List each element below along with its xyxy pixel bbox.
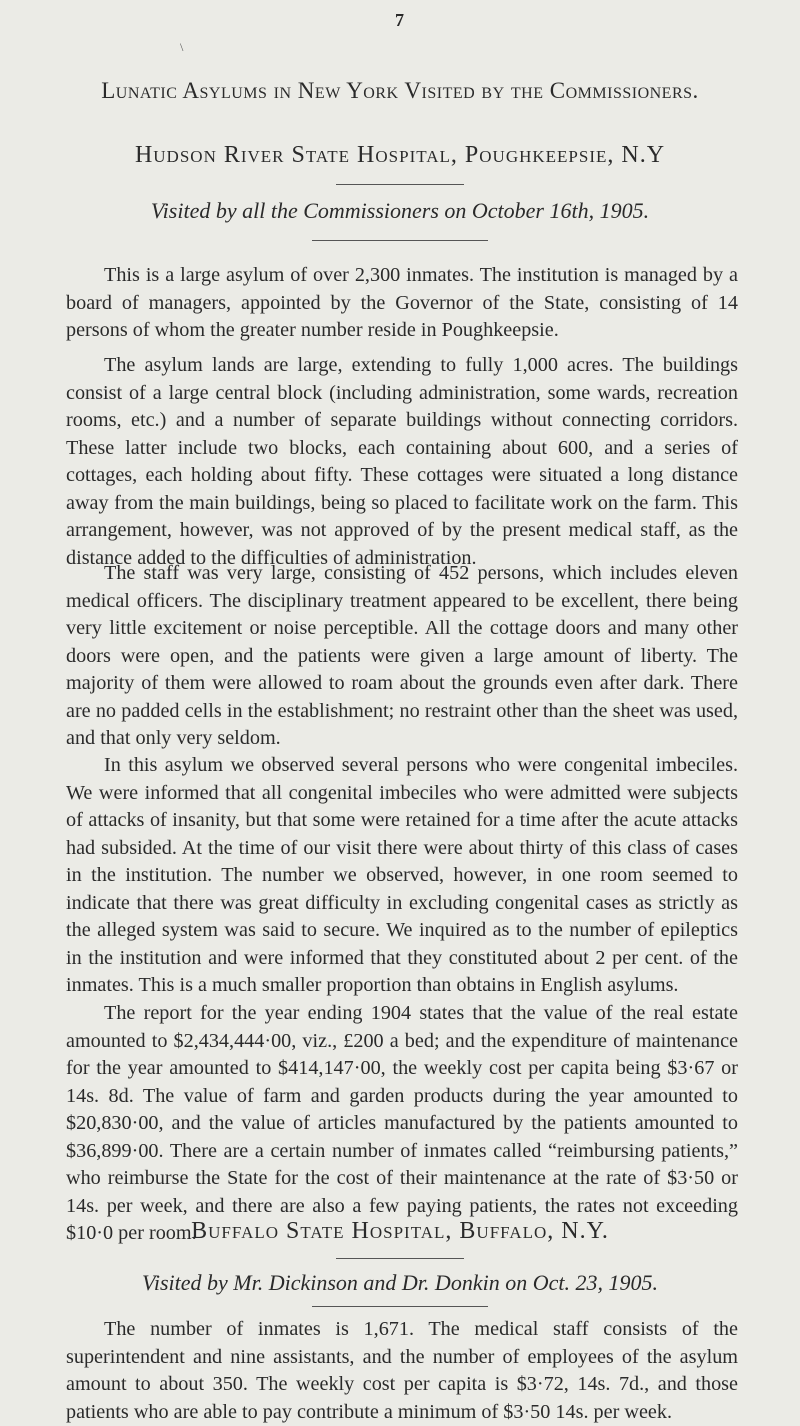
paragraph: In this asylum we observed several persons who were congenital imbeciles. We were informed that all congenital imbeciles who were admitted were subjects of attacks of insanity, but that some were retained for a time after the acute attacks had subsided. At the time of our visit there were about thirty of this class of cases in the institution. The number we observed, however, in one room seemed to indicate that there was great difficulty in excluding congenital cases as strictly as the alleged system was said to secure. We inquired as to the number of epileptics in the institution and were informed that they constituted about 2 per cent. of the inmates. This is a much smaller proportion than obtains in English asylums. <box>66 754 738 996</box>
paragraph: This is a large asylum of over 2,300 inmates. The institution is managed by a board of managers, appointed by the Governor of the State, consisting of 14 persons of whom the greater number reside in Poughkeepsie. <box>66 264 738 341</box>
divider <box>312 1306 488 1307</box>
section-title-hudson: Hudson River State Hospital, Poughkeepsie, N.Y <box>134 142 666 168</box>
section-title-buffalo: Buffalo State Hospital, Buffalo, N.Y. <box>191 1218 609 1244</box>
divider <box>336 1258 464 1259</box>
visit-line-hudson: Visited by all the Commissioners on October 16th, 1905. <box>150 198 650 223</box>
paragraph: The number of inmates is 1,671. The medical staff consists of the superintendent and nine assistants, and the number of employees of the asylum amount to about 350. The weekly cost per capita is $3·72, 14s. 7d., and those patients who are able to pay contribute a minimum of $3·50 14s. per week. <box>66 1318 738 1423</box>
divider <box>312 240 488 241</box>
scan-mark: \ <box>180 40 184 54</box>
paragraph: The staff was very large, consisting of 452 persons, which includes eleven medical officers. The disciplinary treatment appeared to be excellent, there being very little excitement or noise perceptible. All the cottage doors and many other doors were open, and the patients were given a large amount of liberty. The majority of them were allowed to roam about the grounds even after dark. There are no padded cells in the establishment; no restraint other than the sheet was used, and that only very seldom. <box>66 562 738 749</box>
visit-line-buffalo: Visited by Mr. Dickinson and Dr. Donkin on Oct. 23, 1905. <box>142 1270 658 1295</box>
page-number: 7 <box>395 10 404 30</box>
paragraph: The asylum lands are large, extending to fully 1,000 acres. The buildings consist of a large central block (including administration, some wards, recreation rooms, etc.) and a number of separate buildings without connecting corridors. These latter include two blocks, each containing about 600, and a series of cottages, each holding about fifty. These cottages were situated a long distance away from the main buildings, being so placed to facilitate work on the farm. This arrangement, however, was not approved of by the present medical staff, as the distance added to the difficulties of administration. <box>66 354 738 569</box>
page-heading: Lunatic Asylums in New York Visited by the Commissioners. <box>101 78 699 103</box>
paragraph: The report for the year ending 1904 states that the value of the real estate amounted to $2,434,444·00, viz., £200 a bed; and the expenditure of maintenance for the year amounted to $414,147·00, the weekly cost per capita being $3·67 or 14s. 8d. The value of farm and garden products during the year amounted to $20,830·00, and the value of articles manufactured by the patients amounted to $36,899·00. There are a certain number of inmates called “reimbursing patients,” who reimburse the State for the cost of their maintenance at the rate of $3·50 or 14s. per week, and there are also a few paying patients, the rates not exceeding $10·0 per room. <box>66 1002 738 1244</box>
divider <box>336 184 464 185</box>
